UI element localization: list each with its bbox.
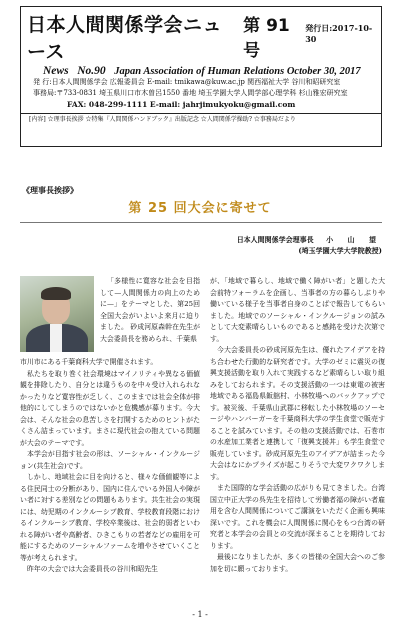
issue-date: 発行日:2017-10-30 <box>305 23 373 44</box>
office-line: 事務局:〒733-0831 埼玉県川口市木曽呂1550 番地 埼玉学園大学人間学部心理学科 杉山雅宏研究室 <box>33 89 348 97</box>
article-paragraph: 市川市にある千葉商科大学で開催されます。 <box>20 358 158 366</box>
issue-number: 第 91 号 <box>243 16 290 61</box>
publisher-line: 発 行:日本人間関係学会 広報委員会 E-mail: tmikawa@kuw.ac.jp 関西福祉大学 谷川和昭研究室 <box>33 78 341 86</box>
article-paragraph: 今大会委員長の砂成河原先生は、優れたアイデアを持ち合わせた行動的な研究者です。大学のゼミに震災の復興支援活動を取り入れて実践するなど素晴らしい取り組みをしておられます。その支援活動の一つは東電の被害地域である福島県飯舘村、小林牧場へのバックアップです。被災後、千葉県山武郡に移転した小林牧場のソーセージやハンバーガーを千葉商科大学の学生食堂で販売することを試みています。その他の支援活動では、石巻市の水産加工業者と連携して「復興支援丼」も学生食堂で販売しています。砂成河原先生のアイデアが詰まった今大会はなにかプライズが起こりそうで大変ワクワクします。 <box>210 346 385 481</box>
article-paragraph: しかし、地域社会に目を向けると、様々な価値観等による住民同士の分断があり、国内に住んでいる外国人や障がい者に対する差別などの問題もあります。共生社会の実現には、幼児期のインクルーシブ教育、学校教育段階におけるインクルーシブ教育、学校卒業後は、社会的弱者といわれる障がい者や高齢者、ひきこもりの若者などの雇用を可能にするためのソーシャルファームを増やさせていくこと等が考えられます。 <box>20 473 200 562</box>
author-block <box>237 234 382 256</box>
article-paragraph: 昨年の大会では大会委員長の谷川和昭先生 <box>27 565 158 573</box>
author-name: 小 山 望 <box>326 235 382 244</box>
news-number: No.90 <box>77 65 106 77</box>
article-title: 第 25 回大会に寄せて <box>128 201 272 216</box>
article-paragraph-intro: 「多様性に寛容な社会を目指して—人間関係力の向上のために—」をテーマとした、第25回全国大会がいよいよ来月に迫りました。 砂成河原森幹在先生が大会委員長を務められ、千葉県 <box>100 277 200 343</box>
article-column-right <box>210 276 385 575</box>
masthead <box>20 6 382 147</box>
table-of-contents: [内容] ☆理事長挨拶 ☆特集『人間関係ハンドブック』出版記念 ☆人間関係学操助? ☆事務局だより <box>29 116 296 123</box>
photo-shirt <box>50 324 62 352</box>
section-tag: 《理事長挨拶》 <box>22 185 78 195</box>
english-title-row <box>27 65 375 77</box>
article-column-intro <box>100 276 200 345</box>
newsletter-title: 日本人間関係学会ニュース <box>27 14 223 63</box>
article-paragraph: が、「地域で暮らし、地域で働く障がい者」と題した大会前特フォーラムを企画し、当事者の方の暮らしぶりや働いている様子を当事者自身のことばで報告してもらいました。地域でのソーシャル・インクルージョンの試みとして大変素晴らしいものであると感銘を受けた次第です。 <box>210 277 385 343</box>
photo-hair <box>41 287 71 300</box>
article-paragraph: 私たちを取り巻く社会環境はマイノリティや異なる価値観を排除したり、自分とは違うものを中々受け入れられなかったりなど寛容性が乏しく、このままでは社会全体が排他的にしてしまうのではないかと危機感が募ります。今大会は、そんな社会の息苦しさを打開するためのヒントがたくさん詰まっています。まさに現代社会の抱えている問題が大会のテーマです。 <box>20 369 200 447</box>
author-line <box>237 234 382 245</box>
author-photo <box>20 276 94 352</box>
title-divider <box>20 222 382 223</box>
author-affiliation: 日本人間関係学会理事長 <box>236 235 314 244</box>
article-paragraph: また国際的な学会活動の広がりも見てきました。台湾国立中正大学の呉先生を招待して労働者福の障がい者雇用を含む人間関係についてご講演をいただく企画も興味深いです。これを機会に人間関係に関心をもつ台湾の研究者と本学会の会員との交流が深まることを期待しております。 <box>210 484 385 550</box>
masthead-title-row <box>27 10 375 64</box>
article-paragraph: 本学会が目指す社会の形は、ソーシャル・インクルージョン(共生社会)です。 <box>20 450 200 470</box>
page-number: - 1 - <box>192 610 208 619</box>
article-paragraph: 最後になりましたが、多くの皆様の全国大会へのご参加を切に願っております。 <box>210 553 385 573</box>
english-title: Japan Association of Human Relations October 30, 2017 <box>114 66 361 77</box>
news-label: News <box>43 65 69 77</box>
fax-email-line: FAX: 048-299-1111 E-mail: jahrjimukyoku@gmail.com <box>67 100 296 109</box>
author-school: (埼玉学園大学大学院教授) <box>298 246 382 255</box>
article-column-left <box>20 357 200 576</box>
